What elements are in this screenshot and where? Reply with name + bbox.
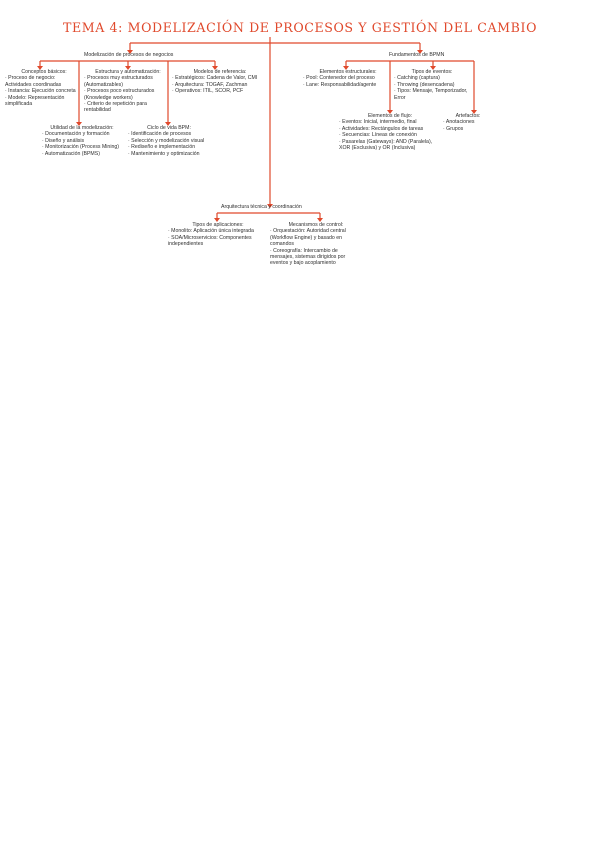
node-utilidad [42, 125, 122, 157]
node-item: · Monitorización (Process Mining) [42, 144, 119, 151]
node-item: · Tipos: Mensaje, Temporizador, Error [394, 88, 468, 101]
page-title: TEMA 4: MODELIZACIÓN DE PROCESOS Y GESTIÓN DEL CAMBIO [62, 20, 538, 35]
node-item: · Procesos poco estructurados (Knowledge workers) [84, 88, 155, 101]
node-item: · Catching (captura) [394, 75, 440, 82]
node-item: · Proceso de negocio: Actividades coordinadas [5, 75, 62, 88]
node-item: · Pool: Contenedor del proceso [303, 75, 375, 82]
node-item: · Procesos muy estructurados (Automatizables) [84, 75, 153, 88]
node-item: · Estratégicos: Cadena de Valor, CMI [172, 75, 258, 82]
node-estructurales [303, 69, 393, 88]
node-modelos-referencia [172, 69, 268, 95]
node-artefactos [443, 113, 493, 132]
node-heading: Mecanismos de control: [288, 222, 344, 228]
node-heading: Estructura y automatización: [95, 69, 161, 75]
node-heading: Tipos de eventos: [411, 69, 453, 75]
node-heading: Modelos de referencia: [193, 69, 247, 75]
node-item: · Rediseño e implementación [128, 144, 196, 151]
branch-fundamentos: Fundamentos de BPMN [389, 52, 445, 58]
node-heading: Conceptos básicos: [21, 69, 67, 75]
node-estructura [84, 69, 172, 114]
node-item: · Throwing (desencadena) [394, 81, 455, 88]
node-heading: Tipos de aplicaciones: [192, 222, 244, 228]
node-aplicaciones [168, 222, 268, 248]
node-heading: Utilidad de la modelización: [50, 125, 114, 131]
branch-arquitectura: Arquitectura técnica y coordinación [221, 204, 302, 210]
node-item: · Modelo: Representación simplificada [5, 94, 65, 108]
branch-modelizacion: Modelización de procesos de negocios [84, 52, 174, 58]
node-item: · SOA/Microservicios: Componentes independientes [168, 234, 252, 248]
node-item: · Pasarelas (Gateways): AND (Paralela), XOR (Exclusiva) y OR (Inclusiva) [339, 138, 433, 152]
node-item: · Arquitectura: TOGAF, Zachman [172, 81, 248, 88]
node-item: · Anotaciones [443, 119, 475, 126]
node-flujo [339, 113, 441, 151]
node-eventos [394, 69, 470, 101]
node-item: · Monolito: Aplicación única integrada [168, 228, 254, 235]
node-item: · Coreografía: Intercambio de mensajes, sistemas dirigidos por eventos y bajo acoplamiento [270, 247, 346, 267]
node-heading: Elementos de flujo: [367, 113, 413, 119]
node-item: · Operativos: ITIL, SCOR, PCF [172, 88, 244, 95]
node-item: · Selección y modelización visual [128, 137, 205, 144]
node-item: · Eventos: Inicial, intermedio, final [339, 119, 417, 126]
node-item: · Actividades: Rectángulos de tareas [339, 125, 424, 132]
node-mecanismos [270, 222, 362, 267]
node-item: · Lane: Responsabilidad/agente [303, 81, 377, 88]
node-conceptos [5, 69, 83, 107]
node-item: · Secuencias: Líneas de conexión [339, 132, 417, 139]
node-item: · Criterio de repetición para rentabilidad [84, 101, 147, 114]
node-item: · Mantenimiento y optimización [128, 150, 200, 157]
node-ciclo [128, 125, 210, 157]
node-item: · Automatización (BPMS) [42, 150, 100, 157]
node-item: · Grupos [443, 125, 464, 132]
node-item: · Identificación de procesos [128, 131, 192, 138]
node-item: · Orquestación: Autoridad central (Workflow Engine) y basado en comandos [270, 228, 346, 248]
node-item: · Diseño y análisis [42, 137, 85, 144]
node-heading: Artefactos: [455, 113, 481, 119]
node-heading: Ciclo de vida BPM: [147, 125, 191, 131]
node-heading: Elementos estructurales: [319, 69, 377, 75]
node-item: · Instancia: Ejecución concreta [5, 88, 76, 95]
node-item: · Documentación y formación [42, 131, 110, 138]
